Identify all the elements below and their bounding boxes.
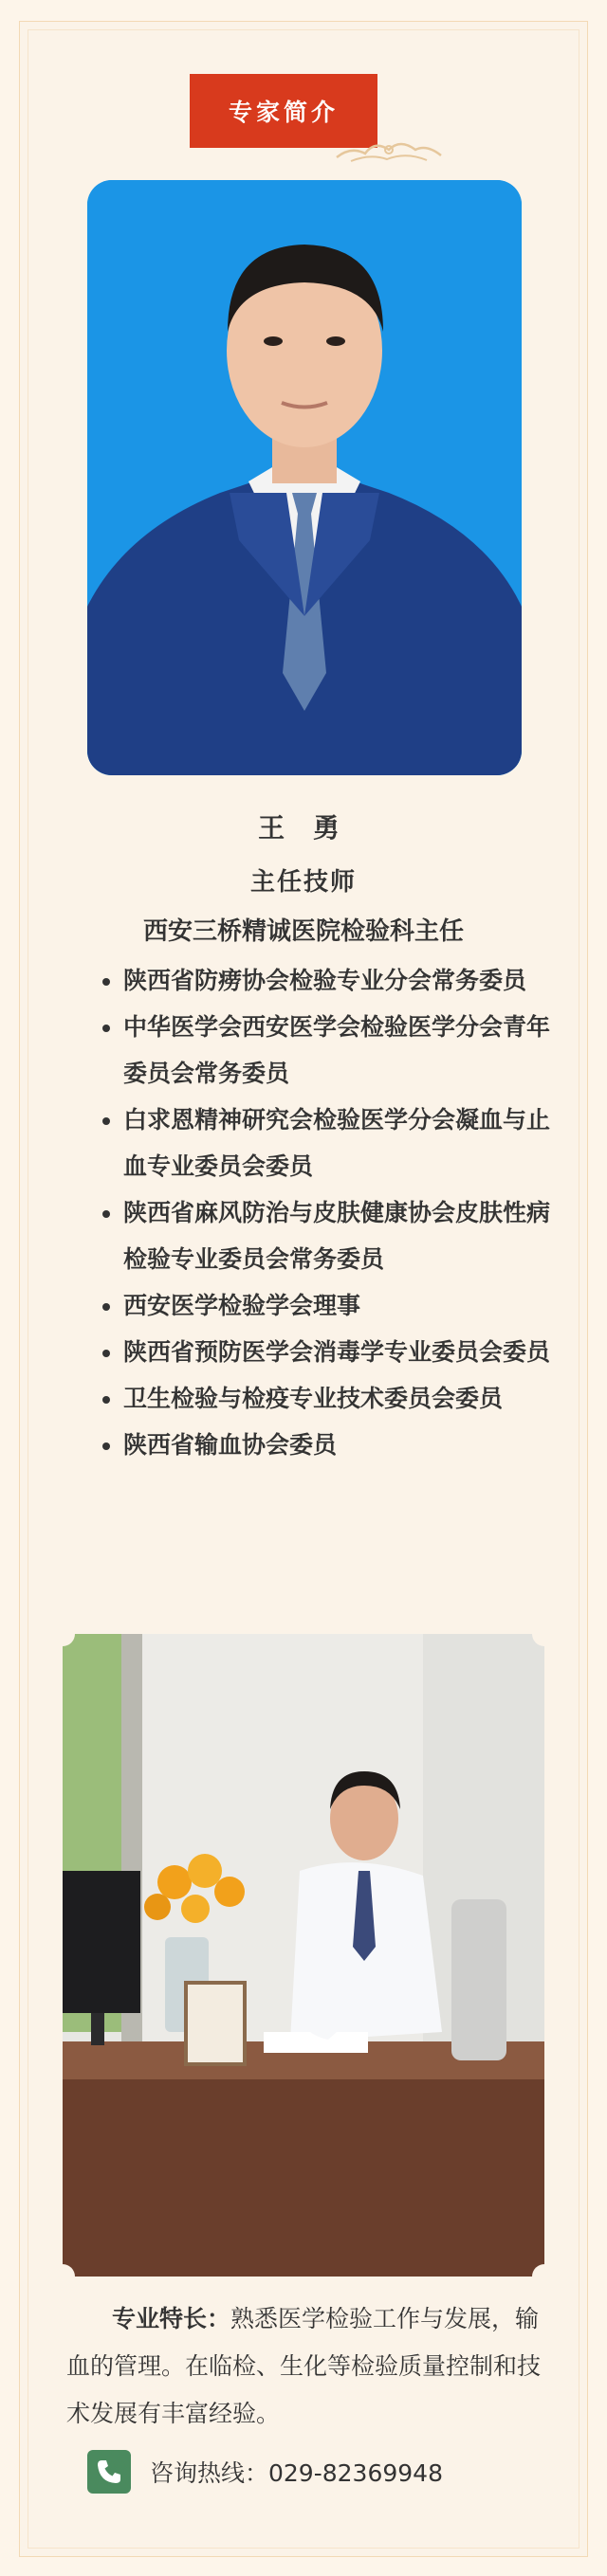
specialty-paragraph bbox=[66, 2295, 545, 2438]
role-item: • 西安医学检验学会理事 bbox=[123, 1282, 569, 1329]
role-item: • 白求恩精神研究会检验医学分会凝血与止血专业委员会委员 bbox=[123, 1097, 569, 1189]
expert-department: 西安三桥精诚医院检验科主任 bbox=[142, 917, 464, 946]
specialty-text: 熟悉医学检验工作与发展，输血的管理。在临检、生化等检验质量控制和技术发展有丰富经验。 bbox=[66, 2305, 542, 2427]
section-title-badge: 专家简介 bbox=[190, 74, 377, 148]
roles-list bbox=[93, 957, 569, 1468]
expert-portrait bbox=[87, 180, 522, 775]
hotline-text: 咨询热线：029-82369948 bbox=[150, 2459, 443, 2487]
phone-icon bbox=[87, 2450, 131, 2494]
role-item: • 中华医学会西安医学会检验医学分会青年委员会常务委员 bbox=[123, 1004, 569, 1097]
expert-position: 主任技师 bbox=[249, 868, 357, 897]
role-item: • 陕西省防痨协会检验专业分会常务委员 bbox=[123, 957, 569, 1004]
section-title bbox=[190, 74, 436, 159]
role-item: • 陕西省输血协会委员 bbox=[123, 1422, 569, 1468]
office-photo bbox=[63, 1634, 544, 2277]
expert-name: 王 勇 bbox=[258, 812, 349, 844]
role-item: • 卫生检验与检疫专业技术委员会委员 bbox=[123, 1375, 569, 1422]
specialty-label: 专业特长： bbox=[112, 2305, 231, 2332]
role-item: • 陕西省预防医学会消毒学专业委员会委员 bbox=[123, 1329, 569, 1375]
role-item: • 陕西省麻风防治与皮肤健康协会皮肤性病检验专业委员会常务委员 bbox=[123, 1189, 569, 1282]
cloud-ornament-icon bbox=[332, 129, 446, 167]
hotline bbox=[87, 2445, 443, 2498]
